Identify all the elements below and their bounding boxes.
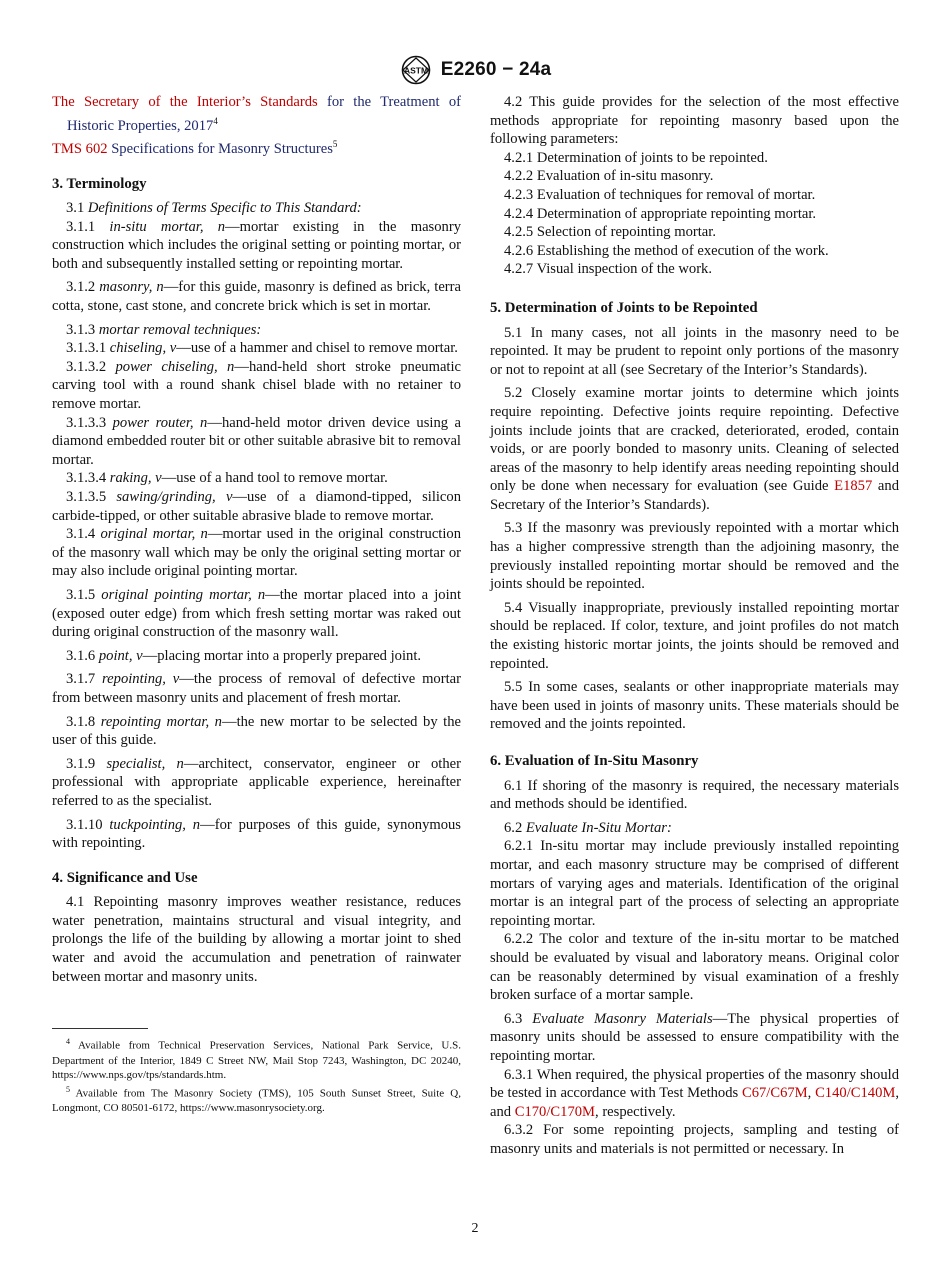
paragraph-6-3-2: 6.3.2 For some repointing projects, sampling and testing of masonry units and materials is not permitted or necessary. In — [490, 1122, 899, 1157]
paragraph-3-1-3-1: 3.1.3.1 chiseling, v—use of a hammer and chisel to remove mortar. — [66, 340, 458, 357]
list-item: 4.2.7 Visual inspection of the work. — [504, 261, 713, 278]
paragraph-3-1-3: 3.1.3 mortar removal techniques: — [66, 321, 262, 338]
section-heading-significance: 4. Significance and Use — [52, 869, 198, 886]
paragraph-3-1-7: 3.1.7 repointing, v—the process of removal of defective mortar from between masonry units and placement of fresh mortar. — [52, 671, 461, 706]
footnote-divider — [52, 1028, 148, 1029]
paragraph-6-3: 6.3 Evaluate Masonry Materials—The physical properties of masonry units should be assessed to ensure compatibility with the repointing mortar. — [490, 1010, 900, 1064]
paragraph-3-1-1: 3.1.1 in-situ mortar, n—mortar existing in the masonry construction which includes the original setting or pointing mortar, or both and subsequently installed setting or repointing mortar. — [52, 218, 461, 272]
paragraph-5-4: 5.4 Visually inappropriate, previously installed repointing mortar should be replaced. If color, texture, and joint profiles do not match the existing historic mortar joints, the joints should be removed and repointed. — [490, 599, 899, 672]
paragraph-3-1-3-5: 3.1.3.5 sawing/grinding, v—use of a diamond-tipped, silicon carbide-tipped, or other suitable abrasive blade to remove mortar. — [52, 489, 462, 524]
reference-secretary-standards: The Secretary of the Interior’s Standards for the Treatment of Historic Properties, 2017$^4$ — [52, 94, 461, 134]
paragraph-4-2: 4.2 This guide provides for the selection of the most effective methods appropriate for repointing masonry based upon the following parameters: — [490, 94, 899, 148]
list-item: 4.2.2 Evaluation of in-situ masonry. — [504, 168, 714, 185]
paragraph-6-1: 6.1 If shoring of the masonry is required, the necessary materials and methods should be identified. — [490, 777, 899, 813]
paragraph-5-5: 5.5 In some cases, sealants or other inappropriate materials may have been used in joints of masonry units. These materials should be removed and the joints repointed. — [490, 679, 899, 733]
left-column — [52, 93, 461, 1116]
paragraph-3-1-6: 3.1.6 point, v—placing mortar into a properly prepared joint. — [66, 647, 422, 664]
reference-link[interactable]: The Secretary of the Interior’s Standards — [52, 94, 318, 110]
paragraph-3-1: 3.1 Definitions of Terms Specific to This Standard: — [66, 200, 362, 217]
page-number: 2 — [471, 1221, 479, 1236]
footnotes — [52, 1035, 461, 1115]
paragraph-6-2-2: 6.2.2 The color and texture of the in-situ mortar to be matched should be evaluated by visual and laboratory means. Original color can be reasonably determined by visual examination of a freshly broken surface of a mortar sample. — [490, 931, 899, 1004]
svg-text:ASTM: ASTM — [403, 65, 428, 76]
reference-link[interactable]: TMS 602 — [52, 140, 108, 157]
paragraph-3-1-8: 3.1.8 repointing mortar, n—the new mortar to be selected by the user of this guide. — [52, 713, 462, 749]
list-item: 4.2.4 Determination of appropriate repointing mortar. — [504, 205, 817, 222]
astm-logo-icon — [399, 55, 433, 85]
list-item: 4.2.1 Determination of joints to be repointed. — [504, 149, 768, 166]
link-e1857[interactable]: E1857 — [834, 478, 873, 495]
footnote-4: $^4$ Available from Technical Preservation Services, National Park Service, U.S. Department of the Interior, 1849 C Street NW, Mail Stop 7243, Washington, DC 20240, https://www.nps.gov/tps/standards.htm. — [52, 1037, 461, 1082]
paragraph-4-1: 4.1 Repointing masonry improves weather resistance, reduces water penetration, maintains structural and visual integrity, and prolongs the life of the building by allowing a mortar joint to shed water and avoid the accumulation and penetration of rainwater between mortar and masonry units. — [52, 894, 461, 985]
link-c170[interactable]: C170/C170M — [514, 1103, 596, 1120]
paragraph-5-1: 5.1 In many cases, not all joints in the masonry need to be repointed. It may be prudent to repoint only portions of the masonry or not to repoint at all (see Secretary of the Interior’s Standards). — [490, 324, 899, 378]
paragraph-3-1-9: 3.1.9 specialist, n—architect, conservator, engineer or other professional with appropriate applicable experience, hereinafter referred to as the specialist. — [52, 755, 461, 809]
paragraph-3-1-5: 3.1.5 original pointing mortar, n—the mortar placed into a joint (exposed outer edge) from which fresh setting mortar was raked out during original construction of the masonry wall. — [52, 586, 461, 641]
list-item: 4.2.3 Evaluation of techniques for removal of mortar. — [504, 186, 816, 203]
reference-tms-602: TMS 602 Specifications for Masonry Structures$^5$ — [52, 139, 338, 157]
paragraph-5-2: 5.2 Closely examine mortar joints to determine which joints require repointing. Defective joints require repointing. Defective joints include joints that are cracked, deteriorated, eroded, contain voids, or are poorly bonded to masonry units. Cleaning of selected areas of the masonry to help identify areas needing repointing should only be done when necessary for evaluation (see Guide E1857 and Secretary of the Interior’s Standards). — [490, 385, 899, 513]
paragraph-6-2: 6.2 Evaluate In-Situ Mortar: — [504, 819, 672, 836]
link-c140[interactable]: C140/C140M — [815, 1085, 896, 1102]
paragraph-3-1-3-4: 3.1.3.4 raking, v—use of a hand tool to remove mortar. — [66, 470, 388, 487]
document-id: E2260 − 24a — [440, 59, 552, 80]
paragraph-6-2-1: 6.2.1 In-situ mortar may include previously installed repointing mortar, and each masonry structure may be comprised of different mortars of varying ages and materials. Identification of the original mortar is an integral part of the process of selecting an appropriate repointing mortar. — [490, 838, 899, 929]
paragraph-3-1-2: 3.1.2 masonry, n—for this guide, masonry is defined as brick, terra cotta, stone, cast stone, and concrete brick which is set in mortar. — [52, 279, 462, 315]
section-heading-terminology: 3. Terminology — [52, 175, 147, 192]
link-c67[interactable]: C67/C67M — [741, 1085, 808, 1102]
paragraph-5-3: 5.3 If the masonry was previously repointed with a mortar which has a higher compressive strength than the adjoining masonry, the previously installed repointing mortar should be removed and the joints should be repointed. — [490, 520, 899, 593]
paragraph-6-3-1: 6.3.1 When required, the physical properties of the masonry should be tested in accordance with Test Methods C67/C67M, C140/C140M, and C170/C170M, respectively. — [490, 1066, 900, 1120]
section-heading-joints: 5. Determination of Joints to be Repointed — [490, 299, 758, 316]
paragraph-3-1-3-2: 3.1.3.2 power chiseling, n—hand-held short stroke pneumatic carving tool with a round shank chisel blade with no retainer to remove mortar. — [52, 358, 462, 413]
paragraph-3-1-4: 3.1.4 original mortar, n—mortar used in the original construction of the masonry wall which may be only the original setting mortar or may also include original pointing mortar. — [52, 526, 461, 580]
list-item: 4.2.5 Selection of repointing mortar. — [504, 224, 716, 241]
paragraph-3-1-10: 3.1.10 tuckpointing, n—for purposes of this guide, synonymous with repointing. — [52, 816, 461, 852]
page-header — [0, 54, 950, 86]
paragraph-3-1-3-3: 3.1.3.3 power router, n—hand-held motor driven device using a diamond embedded router bit or other suitable abrasive bit to removal mortar. — [52, 414, 462, 468]
footnote-5: $^5$ Available from The Masonry Society (TMS), 105 South Sunset Street, Suite Q, Longmont, CO 80501-6172, https://www.masonrysociety.org. — [52, 1084, 461, 1114]
right-column — [490, 93, 899, 1158]
section-heading-in-situ: 6. Evaluation of In-Situ Masonry — [490, 753, 699, 769]
list-item: 4.2.6 Establishing the method of execution of the work. — [504, 242, 829, 259]
